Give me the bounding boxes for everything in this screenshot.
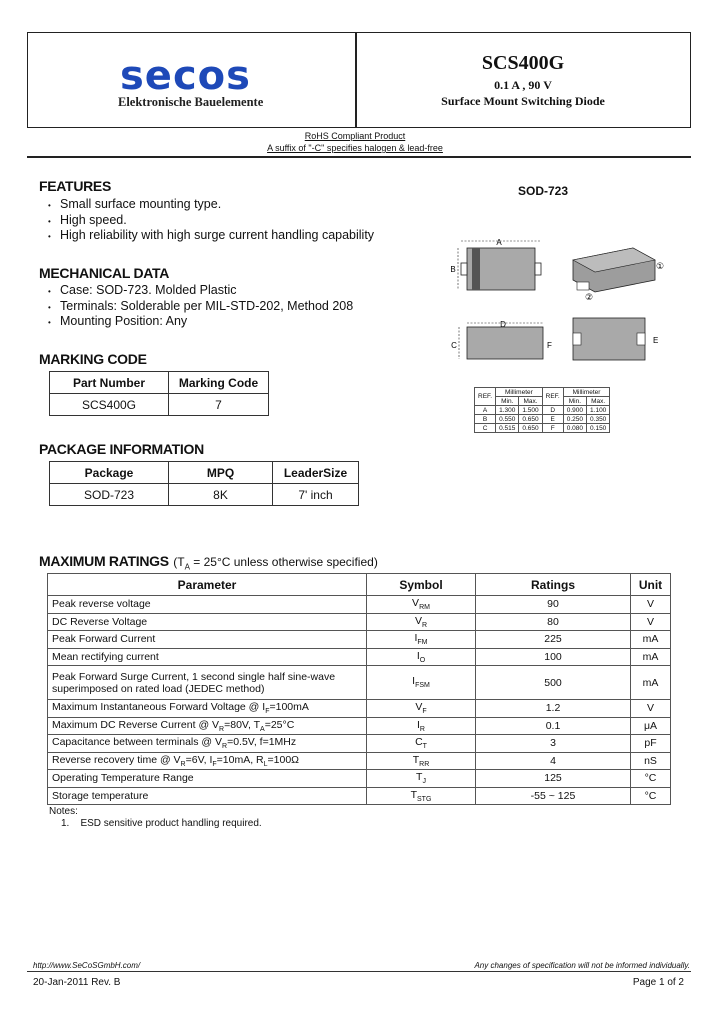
- param-cell: Capacitance between terminals @ $V_R=0.5V$, f=1MHz: [48, 735, 367, 753]
- dim-label-e: E: [653, 336, 659, 345]
- symbol-cell: $C_T$: [367, 735, 476, 753]
- param-cell: Storage temperature: [48, 787, 367, 805]
- table-cell: 8K: [169, 484, 273, 506]
- table-cell: 0.080: [563, 424, 586, 433]
- param-cell: Peak Forward Current: [48, 631, 367, 649]
- table-header: LeaderSize: [273, 462, 359, 484]
- max-ratings-heading: [39, 553, 378, 571]
- table-row: [48, 666, 671, 700]
- table-row: [48, 717, 671, 735]
- table-row: [475, 424, 610, 433]
- table-cell: B: [475, 415, 496, 424]
- package-table: [49, 461, 359, 506]
- value-cell: 4: [476, 752, 631, 770]
- value-cell: 1.2: [476, 700, 631, 718]
- table-row: [475, 406, 610, 415]
- description-line: Surface Mount Switching Diode: [441, 94, 605, 108]
- note-item: 1. ESD sensitive product handling required.: [61, 818, 262, 829]
- table-cell: 0.350: [587, 415, 610, 424]
- table-row: [48, 787, 671, 805]
- symbol-cell: $V_{RM}$: [367, 596, 476, 614]
- dim-label-d: D: [500, 320, 506, 329]
- body-bottom-view: [573, 318, 645, 360]
- table-cell: 1.300: [496, 406, 519, 415]
- list-item: • Small surface mounting type.: [48, 197, 374, 213]
- symbol-cell: $T_J$: [367, 770, 476, 788]
- header-divider: [355, 32, 357, 128]
- table-cell: SCS400G: [50, 394, 169, 416]
- table-cell: 7: [169, 394, 269, 416]
- unit-cell: mA: [631, 631, 671, 649]
- table-row: [48, 735, 671, 753]
- cathode-band: [472, 248, 480, 290]
- symbol-cell: $T_{RR}$: [367, 752, 476, 770]
- table-header: Parameter: [48, 574, 367, 596]
- param-cell: DC Reverse Voltage: [48, 613, 367, 631]
- param-cell: Mean rectifying current: [48, 648, 367, 666]
- table-cell: 1.100: [587, 406, 610, 415]
- mechanical-title: MECHANICAL DATA: [39, 265, 170, 281]
- dim-label-a: A: [496, 238, 502, 247]
- table-header: Max.: [587, 397, 610, 406]
- param-cell: Reverse recovery time @ $V_R=6V$, $I_F=10mA$, $R_L=100\Omega$: [48, 752, 367, 770]
- footer-date-rev: 20-Jan-2011 Rev. B: [33, 977, 121, 988]
- package-drawing: [445, 230, 665, 370]
- table-header: Max.: [519, 397, 542, 406]
- max-ratings-body: [48, 596, 671, 805]
- brand-subtitle: Elektronische Bauelemente: [118, 95, 264, 109]
- unit-cell: °C: [631, 787, 671, 805]
- table-cell: 0.250: [563, 415, 586, 424]
- brand-logo: secos: [120, 53, 251, 99]
- features-title: FEATURES: [39, 178, 112, 194]
- table-row: [48, 770, 671, 788]
- symbol-cell: $I_O$: [367, 648, 476, 666]
- pin2-label: ②: [585, 293, 594, 303]
- table-cell: E: [542, 415, 563, 424]
- body-side-view: [467, 327, 543, 359]
- footer-url[interactable]: http://www.SeCoSGmbH.com/: [33, 961, 141, 970]
- symbol-cell: $I_{FM}$: [367, 631, 476, 649]
- symbol-cell: $V_R$: [367, 613, 476, 631]
- param-cell: Maximum DC Reverse Current @ $V_R=80V$, $T_A=25^\circ C$: [48, 717, 367, 735]
- table-cell: 7' inch: [273, 484, 359, 506]
- table-header: MPQ: [169, 462, 273, 484]
- rohs-line-2: A suffix of "-C" specifies halogen & lead-free: [267, 143, 443, 153]
- table-header: REF.: [475, 388, 496, 406]
- table-cell: 0.650: [519, 415, 542, 424]
- table-row: [50, 394, 269, 416]
- lead-3d: [577, 282, 589, 290]
- param-cell: Peak Forward Surge Current, 1 second single half sine-wave superimposed on rated load (JEDEC method): [48, 666, 367, 700]
- dim-label-f: F: [547, 341, 552, 350]
- value-cell: 3: [476, 735, 631, 753]
- table-header: Marking Code: [169, 372, 269, 394]
- package-title: PACKAGE INFORMATION: [39, 441, 204, 457]
- symbol-cell: $I_{FSM}$: [367, 666, 476, 700]
- table-row: [50, 484, 359, 506]
- table-header: Unit: [631, 574, 671, 596]
- table-cell: C: [475, 424, 496, 433]
- table-header: Min.: [563, 397, 586, 406]
- table-row: [48, 596, 671, 614]
- table-header: Min.: [496, 397, 519, 406]
- value-cell: 500: [476, 666, 631, 700]
- footer-notice: Any changes of specification will not be informed individually.: [474, 961, 690, 970]
- symbol-cell: $I_R$: [367, 717, 476, 735]
- table-cell: 0.150: [587, 424, 610, 433]
- table-header: REF.: [542, 388, 563, 406]
- value-cell: 100: [476, 648, 631, 666]
- table-cell: F: [542, 424, 563, 433]
- value-cell: 0.1: [476, 717, 631, 735]
- max-ratings-title: MAXIMUM RATINGS: [39, 553, 169, 569]
- rohs-line-1: RoHS Compliant Product: [304, 131, 406, 141]
- list-item: • Terminals: Solderable per MIL-STD-202, Method 208: [48, 299, 353, 315]
- list-item: • Case: SOD-723. Molded Plastic: [48, 283, 353, 299]
- unit-cell: mA: [631, 666, 671, 700]
- table-cell: 0.515: [496, 424, 519, 433]
- value-cell: 225: [476, 631, 631, 649]
- symbol-cell: $V_F$: [367, 700, 476, 718]
- table-cell: D: [542, 406, 563, 415]
- table-header: Package: [50, 462, 169, 484]
- table-header: Symbol: [367, 574, 476, 596]
- table-cell: SOD-723: [50, 484, 169, 506]
- package-drawing-title: SOD-723: [518, 184, 569, 198]
- pad-right: [637, 333, 645, 345]
- lead-right: [535, 263, 541, 275]
- table-cell: 1.500: [519, 406, 542, 415]
- pin1-label: ①: [656, 262, 665, 272]
- value-cell: 90: [476, 596, 631, 614]
- table-row: [475, 415, 610, 424]
- table-row: [48, 631, 671, 649]
- table-header: Ratings: [476, 574, 631, 596]
- value-cell: 80: [476, 613, 631, 631]
- max-ratings-condition: ($T_A = 25^\circ C$ unless otherwise specified): [173, 555, 378, 572]
- pad-left: [573, 333, 581, 345]
- part-number-title: SCS400G: [481, 52, 565, 74]
- table-cell: 0.650: [519, 424, 542, 433]
- dim-label-c: C: [451, 341, 457, 350]
- table-cell: 0.550: [496, 415, 519, 424]
- marking-table: [49, 371, 269, 416]
- unit-cell: °C: [631, 770, 671, 788]
- table-cell: A: [475, 406, 496, 415]
- param-cell: Peak reverse voltage: [48, 596, 367, 614]
- marking-title: MARKING CODE: [39, 351, 147, 367]
- features-list: [48, 197, 374, 244]
- value-cell: 125: [476, 770, 631, 788]
- unit-cell: mA: [631, 648, 671, 666]
- value-cell: -55 ~ 125: [476, 787, 631, 805]
- dim-label-b: B: [450, 265, 456, 274]
- unit-cell: μA: [631, 717, 671, 735]
- max-ratings-table: [47, 573, 671, 805]
- unit-cell: nS: [631, 752, 671, 770]
- lead-left: [461, 263, 467, 275]
- table-header: Millimeter: [496, 388, 543, 397]
- mechanical-list: [48, 283, 353, 330]
- unit-cell: V: [631, 613, 671, 631]
- rohs-divider: [27, 156, 691, 158]
- table-row: [48, 648, 671, 666]
- table-header: Part Number: [50, 372, 169, 394]
- table-cell: 0.900: [563, 406, 586, 415]
- list-item: • High speed.: [48, 213, 374, 229]
- notes-title: Notes:: [49, 806, 78, 817]
- dimension-table: [474, 387, 610, 433]
- table-row: [48, 700, 671, 718]
- footer-page: Page 1 of 2: [632, 977, 684, 988]
- rating-line: 0.1 A , 90 V: [494, 78, 552, 92]
- param-cell: Maximum Instantaneous Forward Voltage @ $I_F=100mA$: [48, 700, 367, 718]
- table-row: [48, 613, 671, 631]
- unit-cell: V: [631, 700, 671, 718]
- unit-cell: pF: [631, 735, 671, 753]
- list-item: • High reliability with high surge current handling capability: [48, 228, 374, 244]
- symbol-cell: $T_{STG}$: [367, 787, 476, 805]
- table-header: Millimeter: [563, 388, 610, 397]
- list-item: • Mounting Position: Any: [48, 314, 353, 330]
- unit-cell: V: [631, 596, 671, 614]
- table-row: [48, 752, 671, 770]
- footer-divider: [27, 971, 691, 972]
- param-cell: Operating Temperature Range: [48, 770, 367, 788]
